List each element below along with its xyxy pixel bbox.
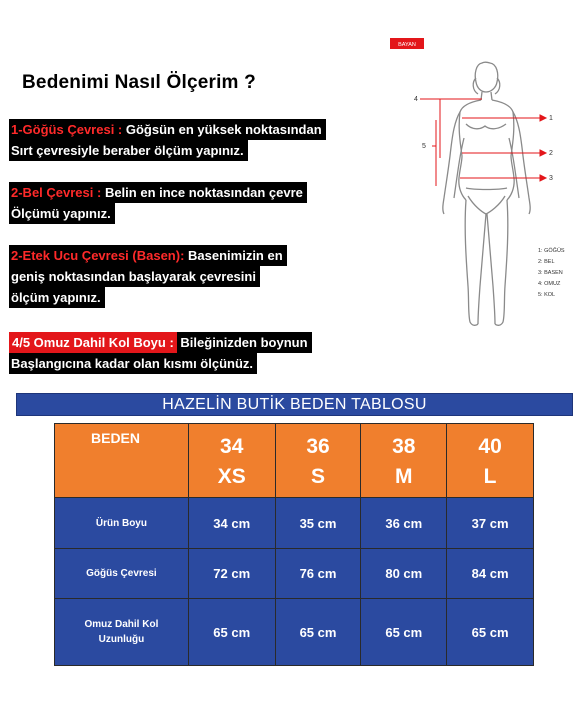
marker-number-2: 2 [549, 150, 553, 157]
table-cell: 35 cm [275, 498, 361, 549]
table-row [55, 599, 534, 666]
marker-number-5: 5 [422, 143, 426, 150]
instruction-sleeve-label: 4/5 Omuz Dahil Kol Boyu : [9, 332, 177, 353]
table-cell: 37 cm [447, 498, 534, 549]
size-38-header [361, 424, 447, 498]
instruction-chest-line-2 [9, 140, 248, 161]
table-row [55, 549, 534, 599]
table-cell: 76 cm [275, 549, 361, 599]
size-34-header [188, 424, 275, 498]
size-table [54, 423, 534, 666]
size-36-header [275, 424, 361, 498]
instruction-sleeve-line-1 [9, 332, 312, 353]
instruction-waist-line-1 [9, 182, 307, 203]
legend-item-2: 2: BEL [538, 259, 555, 265]
instruction-waist-line-2 [9, 203, 115, 224]
size-number: 40 [478, 434, 502, 458]
size-code: M [395, 464, 413, 488]
page-title: Bedenimi Nasıl Ölçerim ? [22, 72, 256, 93]
row-label-sleeve-line-2: Uzunluğu [98, 634, 145, 645]
instruction-waist-text-2: Ölçümü yapınız. [11, 206, 111, 221]
instruction-waist-label: 2-Bel Çevresi : [11, 185, 102, 200]
woman-outline-icon [443, 62, 530, 325]
marker-number-3: 3 [549, 175, 553, 182]
size-header-label: BEDEN [55, 424, 189, 498]
instruction-waist-text-1: Belin en ince noktasından çevre [101, 185, 303, 200]
table-cell: 65 cm [188, 599, 275, 666]
table-cell: 65 cm [361, 599, 447, 666]
instruction-hip-text-3: ölçüm yapınız. [11, 290, 101, 305]
instruction-sleeve-text-2: Başlangıcına kadar olan kısmı ölçünüz. [11, 356, 254, 371]
legend-item-3: 3: BASEN [538, 270, 563, 276]
instruction-hip-line-1 [9, 245, 287, 266]
legend-item-5: 5: KOL [538, 292, 556, 298]
instruction-chest-text-1: Göğsün en yüksek noktasından [122, 122, 322, 137]
size-code: S [311, 464, 326, 488]
table-cell: 34 cm [188, 498, 275, 549]
table-cell: 84 cm [447, 549, 534, 599]
size-number: 38 [392, 434, 416, 458]
table-cell: 36 cm [361, 498, 447, 549]
instruction-chest-line-1 [9, 119, 326, 140]
figure-legend [538, 247, 565, 298]
marker-number-4: 4 [414, 96, 418, 103]
table-cell: 65 cm [447, 599, 534, 666]
size-number: 36 [306, 434, 330, 458]
row-label-length: Ürün Boyu [55, 498, 189, 549]
table-cell: 80 cm [361, 549, 447, 599]
measurement-markers [420, 99, 546, 186]
table-cell: 65 cm [275, 599, 361, 666]
instruction-hip-line-3 [9, 287, 105, 308]
instruction-chest-label: 1-Göğüs Çevresi : [11, 122, 123, 137]
instruction-hip-text-1: Basenimizin en [184, 248, 283, 263]
instruction-hip-text-2: geniş noktasından başlayarak çevresini [11, 269, 256, 284]
legend-item-1: 1: GÖĞÜS [538, 248, 565, 254]
size-header-row [55, 424, 534, 498]
instruction-hip-label: 2-Etek Ucu Çevresi (Basen): [11, 248, 185, 263]
instruction-hip-line-2 [9, 266, 260, 287]
size-40-header [447, 424, 534, 498]
row-label-chest: Göğüs Çevresi [55, 549, 189, 599]
instruction-sleeve-text-1: Bileğinizden boynun [176, 335, 308, 350]
size-code: L [483, 464, 497, 488]
figure-tag-text: BAYAN [398, 42, 416, 48]
marker-number-1: 1 [549, 115, 553, 122]
instruction-sleeve-line-2 [9, 353, 257, 374]
row-label-sleeve-line-1: Omuz Dahil Kol [84, 619, 159, 630]
instruction-chest-text-2: Sırt çevresiyle beraber ölçüm yapınız. [11, 143, 244, 158]
legend-item-4: 4: OMUZ [538, 281, 561, 287]
body-measurement-figure [398, 38, 580, 338]
size-table-banner: HAZELİN BUTİK BEDEN TABLOSU [16, 393, 573, 416]
table-cell: 72 cm [188, 549, 275, 599]
measurement-numbers [414, 96, 553, 182]
table-row [55, 498, 534, 549]
row-label-sleeve [55, 599, 189, 666]
size-code: XS [217, 464, 246, 488]
size-number: 34 [220, 434, 244, 458]
